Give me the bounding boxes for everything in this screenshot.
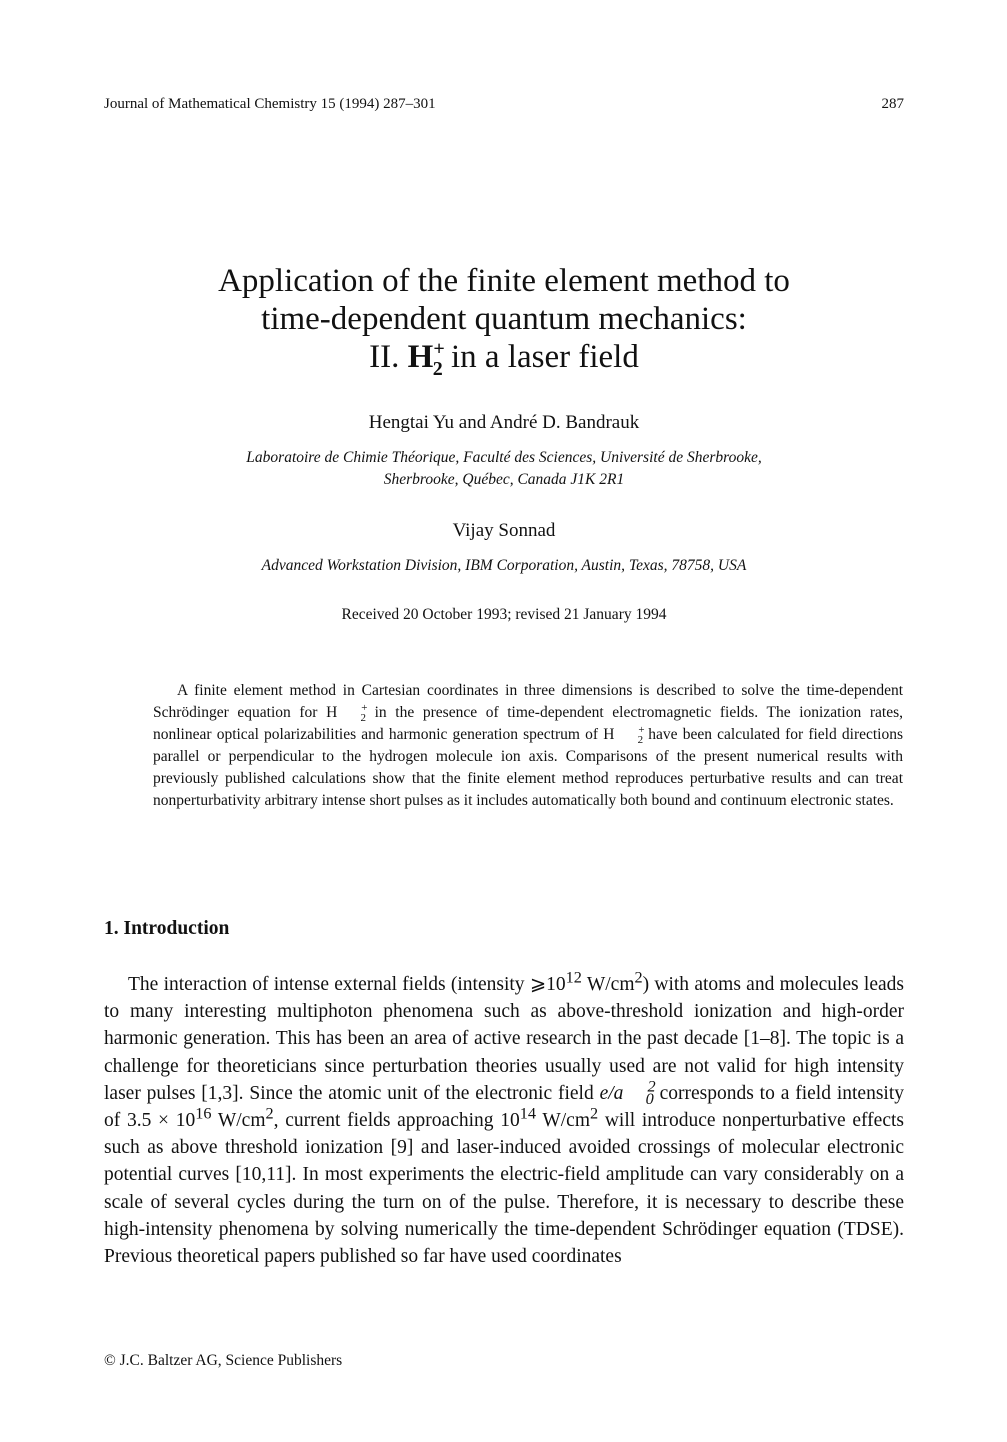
intro-unit-c: W/cm — [217, 1110, 266, 1132]
title-line-3 — [104, 338, 904, 380]
intro-unit-a: W/cm — [586, 974, 635, 995]
intro-exp-c: 16 — [195, 1104, 212, 1123]
affiliation-1-line-2: Sherbrooke, Québec, Canada J1K 2R1 — [383, 471, 625, 488]
publisher-footer: © J.C. Baltzer AG, Science Publishers — [104, 1352, 343, 1369]
intro-field-symbol — [599, 1077, 656, 1108]
intro-unit-exp-a: 2 — [634, 968, 643, 987]
intro-field-sub: 0 — [645, 1089, 654, 1108]
intro-field-sup: 2 — [647, 1077, 656, 1096]
abstract-text-1: A finite element method in Cartesian coordinates in three dimensions is described to solve the time-dependent Schrödinger equation for — [153, 682, 903, 721]
intro-unit-d: W/cm — [542, 1110, 590, 1132]
intro-unit-exp-d: 2 — [590, 1104, 599, 1123]
abstract — [153, 680, 903, 812]
title-molecule-charge: + — [433, 338, 445, 360]
title-line-1: Application of the finite element method to — [218, 263, 790, 299]
title-line-2: time-dependent quantum mechanics: — [261, 301, 747, 337]
intro-text-b: ) with atoms and molecules leads to many interesting multiphoton phenomena such as above-threshold ionization and high-order harmonic generation. This has been an area of active research in the past decade [1–8]. The topic is a challenge for theoreticians since perturbation theories usually used are not valid for high intensity laser pulses [1,3]. Since the atomic unit of the electronic field — [104, 974, 904, 1104]
intro-text-d: , current fields approaching 10 — [273, 1110, 520, 1132]
paper-title — [104, 262, 904, 380]
received-dates: Received 20 October 1993; revised 21 January 1994 — [341, 606, 667, 623]
intro-text-e: will introduce nonperturbative effects such as above threshold ionization [9] and laser-induced avoided crossings of molecular electronic potential curves [10,11]. In most experiments the electric-field amplitude can vary considerably on a scale of several cycles during the turn on of the pulse. Therefore, it is necessary to describe these high-intensity phenomena by solving numerically the time-dependent Schrödinger equation (TDSE). Previous theoretical papers published so far have used coordinates — [104, 1110, 904, 1268]
title-molecule-symbol: H — [407, 339, 434, 375]
abstract-h2plus-2: H +$_2$ — [603, 723, 645, 747]
title-molecule-subscript: 2 — [432, 357, 443, 380]
intro-exp-a: 12 — [565, 968, 582, 987]
section-heading: 1. Introduction — [104, 918, 230, 939]
running-head — [104, 96, 904, 113]
affiliation-2: Advanced Workstation Division, IBM Corporation, Austin, Texas, 78758, USA — [261, 557, 747, 574]
abstract-text-2: in the presence of time-dependent electromagnetic fields. The ionization rates, nonlinear optical polarizabilities and harmonic generation spectrum of — [153, 704, 903, 743]
intro-text-a: The interaction of intense external fields (intensity ⩾10 — [128, 974, 566, 995]
authors-group-2: Vijay Sonnad — [452, 520, 556, 541]
title-part-suffix: in a laser field — [450, 339, 639, 375]
intro-field-text: e/a — [599, 1082, 624, 1104]
intro-text-c: corresponds to a field intensity of 3.5 × 10 — [104, 1082, 904, 1132]
intro-unit-exp-c: 2 — [265, 1104, 274, 1123]
affiliation-1 — [104, 447, 904, 491]
intro-exp-d: 14 — [519, 1104, 536, 1123]
abstract-text-3: have been calculated for field directions parallel or perpendicular to the hydrogen molecule ion axis. Comparisons of the present numerical results with previously published calculations show that the finite element method reproduces perturbative results and can treat nonperturbativity arbitrary intense short pulses as it includes automatically both bound and continuum electronic states. — [153, 726, 904, 809]
title-molecule — [407, 338, 445, 380]
introduction-paragraph — [104, 968, 904, 1270]
abstract-h2plus-1: H +$_2$ — [326, 701, 368, 725]
affiliation-1-line-1: Laboratoire de Chimie Théorique, Faculté des Sciences, Université de Sherbrooke, — [246, 449, 762, 466]
authors-group-1: Hengtai Yu and André D. Bandrauk — [368, 412, 640, 433]
page-number: 287 — [881, 96, 904, 112]
title-part-prefix: II. — [369, 339, 400, 375]
journal-citation: Journal of Mathematical Chemistry 15 (1994) 287–301 — [104, 96, 436, 112]
